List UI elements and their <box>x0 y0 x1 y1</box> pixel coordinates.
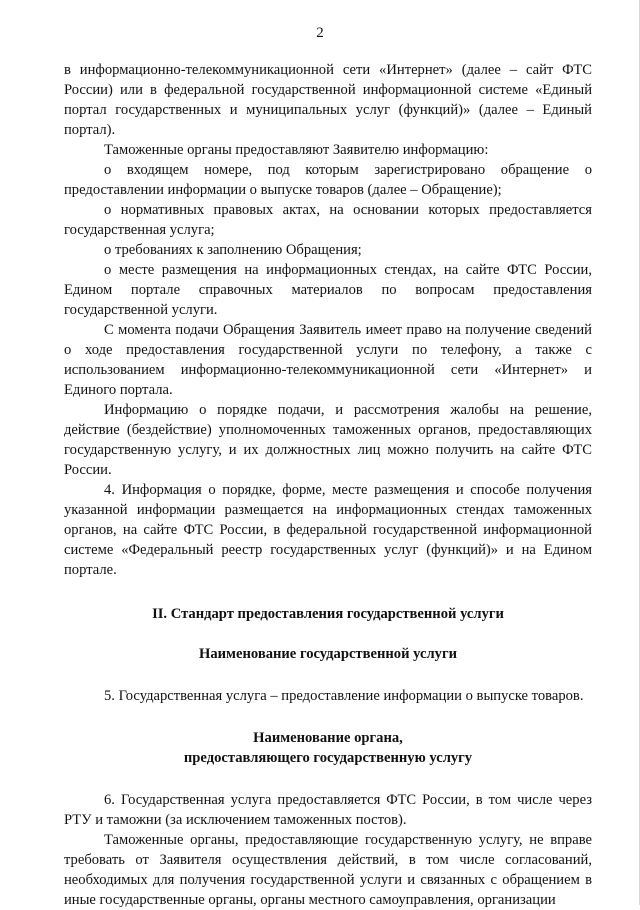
paragraph: о входящем номере, под которым зарегистрировано обращение о предоставлении информации о выпуске товаров (далее – Обращение); <box>64 162 592 198</box>
spacer <box>64 768 592 790</box>
paragraph: в информационно-телекоммуникационной сети «Интернет» (далее – сайт ФТС России) или в федеральной государственной информационной системе «Единый портал государственных и муниципальных услуг (функций)» (далее – Единый портал). <box>64 62 592 138</box>
paragraph: Информацию о порядке подачи, и рассмотрения жалобы на решение, действие (бездействие) уполномоченных таможенных органов, предоставляющих государственную услугу, и их должностных лиц можно получить на сайте ФТС России. <box>64 402 592 478</box>
paragraph: 4. Информация о порядке, форме, месте размещения и способе получения указанной информации размещается на информационных стендах таможенных органов, на сайте ФТС России, в федеральной государственной информационной системе «Федеральный реестр государственных услуг (функций)» и на Едином портале. <box>64 482 592 578</box>
document-body <box>64 60 592 910</box>
subsection-heading-service-name: Наименование государственной услуги <box>199 646 457 662</box>
spacer <box>64 664 592 686</box>
section-heading: II. Стандарт предоставления государственной услуги <box>152 606 504 622</box>
subsection-heading-organ-line-1: Наименование органа, <box>253 730 403 746</box>
spacer <box>64 580 592 604</box>
paragraph: о нормативных правовых актах, на основании которых предоставляется государственная услуга; <box>64 202 592 238</box>
subsection-heading-organ-line-2: предоставляющего государственную услугу <box>183 750 473 766</box>
page-number: 2 <box>316 25 324 41</box>
paragraph: Таможенные органы предоставляют Заявителю информацию: <box>104 142 489 158</box>
paragraph: С момента подачи Обращения Заявитель имеет право на получение сведений о ходе предоставления государственной услуги по телефону, а также с использованием информационно-телекоммуникационной сети «Интернет» и Единого портала. <box>64 322 592 398</box>
spacer <box>64 706 592 728</box>
paragraph: Таможенные органы, предоставляющие государственную услугу, не вправе требовать от Заявителя осуществления действий, в том числе согласований, необходимых для получения государственной услуги и связанных с обращением в иные государственные органы, органы местного самоуправления, организации <box>64 832 592 908</box>
paragraph: 5. Государственная услуга – предоставление информации о выпуске товаров. <box>104 688 584 704</box>
paragraph: о месте размещения на информационных стендах, на сайте ФТС России, Едином портале справочных материалов по вопросам предоставления государственной услуги. <box>64 262 592 318</box>
spacer <box>64 624 592 644</box>
paragraph: 6. Государственная услуга предоставляется ФТС России, в том числе через РТУ и таможни (за исключением таможенных постов). <box>64 792 592 828</box>
paragraph: о требованиях к заполнению Обращения; <box>104 242 362 258</box>
